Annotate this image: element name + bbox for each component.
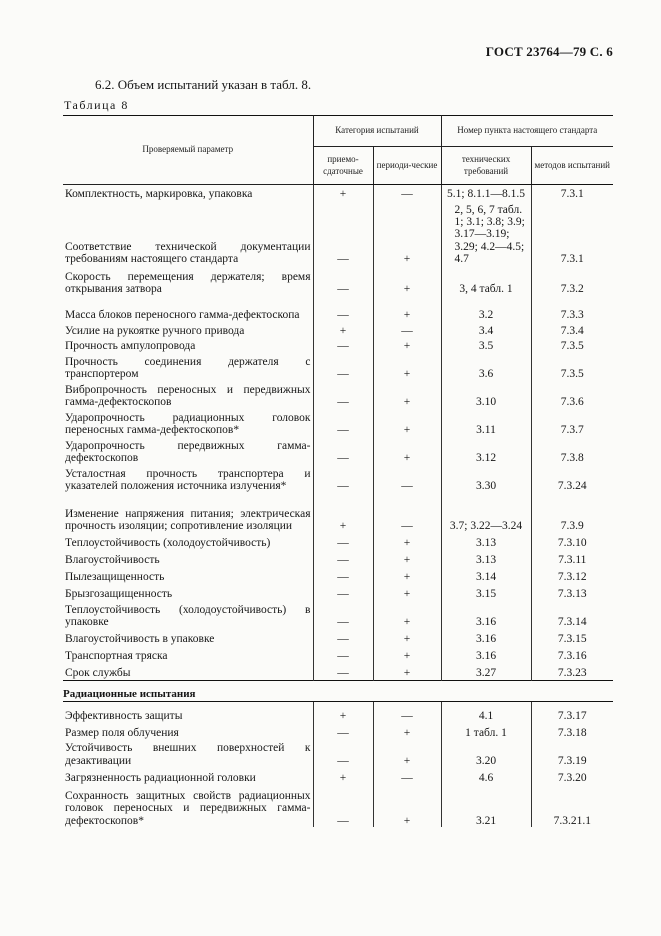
cell-acceptance: — [313, 646, 373, 663]
cell-tech-clause: 3.21 [441, 785, 531, 827]
table-row [63, 601, 613, 629]
cell-acceptance: — [313, 663, 373, 680]
cell-tech-clause: 3, 4 табл. 1 [441, 267, 531, 297]
cell-parameter: Загрязненность радиационной головки [65, 771, 256, 784]
cell-parameter: Ударопрочность радиационных головок переносных гамма-дефектоскопов* [65, 411, 311, 436]
cell-periodic: + [373, 533, 441, 550]
cell-periodic: — [373, 185, 441, 202]
table-row [63, 297, 613, 323]
table-row [63, 584, 613, 601]
table-row [63, 550, 613, 567]
cell-periodic: — [373, 768, 441, 785]
cell-periodic: + [373, 567, 441, 584]
cell-parameter: Устойчивость внешних поверхностей к дезактивации [65, 742, 311, 767]
cell-tech-clause: 3.11 [441, 409, 531, 437]
cell-periodic: + [373, 338, 441, 353]
cell-method-clause: 7.3.15 [531, 629, 613, 646]
cell-acceptance: — [313, 567, 373, 584]
cell-tech-clause: 4.1 [441, 701, 531, 723]
col-header-periodic: периоди-ческие [373, 147, 441, 185]
cell-tech-clause: 3.27 [441, 663, 531, 680]
cell-parameter: Теплоустойчивость (холодоустойчивость) в упаковке [65, 603, 311, 628]
cell-periodic: + [373, 646, 441, 663]
cell-periodic: + [373, 740, 441, 768]
cell-tech-clause: 3.16 [441, 629, 531, 646]
cell-tech-clause: 3.4 [441, 323, 531, 338]
cell-parameter: Изменение напряжения питания; электрическая прочность изоляции; сопротивление изоляции [65, 507, 311, 532]
table-row [63, 338, 613, 353]
cell-tech-clause: 3.14 [441, 567, 531, 584]
cell-method-clause: 7.3.3 [531, 297, 613, 323]
cell-method-clause: 7.3.1 [531, 185, 613, 202]
table-row [63, 437, 613, 465]
cell-method-clause: 7.3.18 [531, 723, 613, 740]
cell-method-clause: 7.3.1 [531, 202, 613, 267]
cell-periodic: + [373, 297, 441, 323]
cell-acceptance: — [313, 409, 373, 437]
table-row [63, 493, 613, 533]
cell-periodic: — [373, 323, 441, 338]
cell-acceptance: — [313, 723, 373, 740]
table-row [63, 381, 613, 409]
col-header-param: Проверяемый параметр [63, 116, 313, 185]
cell-parameter: Пылезащищенность [65, 570, 165, 583]
cell-tech-clause: 3.2 [441, 297, 531, 323]
cell-parameter: Усилие на рукоятке ручного привода [65, 324, 245, 337]
cell-acceptance: + [313, 701, 373, 723]
cell-periodic: + [373, 785, 441, 827]
cell-parameter: Эффективность защиты [65, 709, 183, 722]
cell-parameter: Скорость перемещения держателя; время открывания затвора [65, 270, 311, 296]
cell-method-clause: 7.3.16 [531, 646, 613, 663]
cell-periodic: + [373, 437, 441, 465]
cell-periodic: + [373, 663, 441, 680]
cell-tech-clause: 3.15 [441, 584, 531, 601]
cell-acceptance: + [313, 323, 373, 338]
cell-acceptance: — [313, 338, 373, 353]
cell-acceptance: — [313, 381, 373, 409]
col-header-acceptance: приемо-сдаточные [313, 147, 373, 185]
table-row [63, 646, 613, 663]
cell-tech-clause: 3.10 [441, 381, 531, 409]
cell-periodic: + [373, 381, 441, 409]
cell-acceptance: — [313, 740, 373, 768]
cell-periodic: + [373, 550, 441, 567]
table-label: Таблица 8 [64, 98, 129, 112]
table-row [63, 740, 613, 768]
section-title: Радиационные испытания [63, 680, 613, 701]
tech-clause-list: 2, 5, 6, 7 табл. 1; 3.1; 3.8; 3.9; 3.17—3.19; 3.29; 4.2—4.5; 4.7 [454, 203, 525, 266]
table-header [63, 116, 613, 185]
cell-parameter: Влагоустойчивость в упаковке [65, 632, 215, 645]
cell-acceptance: — [313, 550, 373, 567]
cell-acceptance: — [313, 533, 373, 550]
table-row [63, 185, 613, 202]
cell-tech-clause: 3.13 [441, 533, 531, 550]
cell-method-clause: 7.3.5 [531, 353, 613, 381]
cell-tech-clause: 1 табл. 1 [441, 723, 531, 740]
col-header-tech: технических требований [441, 147, 531, 185]
cell-periodic: + [373, 601, 441, 629]
cell-acceptance: — [313, 601, 373, 629]
cell-parameter: Срок службы [65, 667, 131, 680]
cell-parameter: Вибропрочность переносных и передвижных гамма-дефектоскопов [65, 383, 311, 408]
section-row-group [63, 680, 613, 701]
cell-periodic: — [373, 701, 441, 723]
cell-parameter: Теплоустойчивость (холодоустойчивость) [65, 536, 271, 549]
cell-acceptance: — [313, 353, 373, 381]
cell-tech-clause: 5.1; 8.1.1—8.1.5 [441, 185, 531, 202]
intro-paragraph: 6.2. Объем испытаний указан в табл. 8. [95, 77, 312, 92]
cell-parameter: Влагоустойчивость [65, 553, 160, 566]
cell-parameter: Ударопрочность передвижных гамма-дефектоскопов [65, 439, 311, 464]
cell-method-clause: 7.3.7 [531, 409, 613, 437]
cell-method-clause: 7.3.19 [531, 740, 613, 768]
cell-periodic: — [373, 465, 441, 493]
table-row [63, 323, 613, 338]
cell-method-clause: 7.3.4 [531, 323, 613, 338]
col-header-clause: Номер пункта настоящего стандарта [441, 116, 613, 147]
cell-parameter: Соответствие технической документации требованиям настоящего стандарта [65, 240, 311, 266]
cell-tech-clause: 3.20 [441, 740, 531, 768]
table-row [63, 409, 613, 437]
table-row [63, 785, 613, 827]
cell-tech-clause [441, 202, 531, 267]
cell-periodic: + [373, 723, 441, 740]
cell-method-clause: 7.3.11 [531, 550, 613, 567]
table-row [63, 701, 613, 723]
cell-method-clause: 7.3.2 [531, 267, 613, 297]
cell-acceptance: + [313, 493, 373, 533]
cell-parameter: Сохранность защитных свойств радиационных головок переносных и передвижных гамма-дефектоскопов* [65, 790, 311, 827]
cell-tech-clause: 3.16 [441, 646, 531, 663]
cell-tech-clause: 3.7; 3.22—3.24 [441, 493, 531, 533]
table-row [63, 353, 613, 381]
table-row [63, 465, 613, 493]
cell-method-clause: 7.3.24 [531, 465, 613, 493]
cell-method-clause: 7.3.5 [531, 338, 613, 353]
table-row [63, 533, 613, 550]
cell-periodic: + [373, 409, 441, 437]
cell-method-clause: 7.3.9 [531, 493, 613, 533]
cell-tech-clause: 3.6 [441, 353, 531, 381]
cell-tech-clause: 3.30 [441, 465, 531, 493]
table-row [63, 723, 613, 740]
cell-parameter: Усталостная прочность транспортера и указателей положения источника излучения* [65, 467, 311, 492]
cell-periodic: + [373, 353, 441, 381]
cell-method-clause: 7.3.10 [531, 533, 613, 550]
cell-method-clause: 7.3.23 [531, 663, 613, 680]
cell-parameter: Транспортная тряска [65, 649, 168, 662]
section-row [63, 680, 613, 701]
cell-acceptance: — [313, 465, 373, 493]
cell-method-clause: 7.3.21.1 [531, 785, 613, 827]
cell-parameter: Масса блоков переносного гамма-дефектоскопа [65, 309, 300, 322]
cell-tech-clause: 3.12 [441, 437, 531, 465]
cell-method-clause: 7.3.12 [531, 567, 613, 584]
cell-parameter: Брызгозащищенность [65, 587, 173, 600]
cell-method-clause: 7.3.14 [531, 601, 613, 629]
table-body [63, 185, 613, 681]
cell-acceptance: — [313, 202, 373, 267]
cell-method-clause: 7.3.8 [531, 437, 613, 465]
cell-acceptance: — [313, 629, 373, 646]
cell-parameter: Размер поля облучения [65, 726, 179, 739]
cell-periodic: + [373, 267, 441, 297]
cell-method-clause: 7.3.20 [531, 768, 613, 785]
cell-method-clause: 7.3.13 [531, 584, 613, 601]
cell-acceptance: — [313, 584, 373, 601]
cell-parameter: Прочность ампулопровода [65, 339, 196, 352]
table-8 [63, 115, 613, 827]
table-row [63, 629, 613, 646]
cell-acceptance: + [313, 768, 373, 785]
cell-method-clause: 7.3.17 [531, 701, 613, 723]
table-body-radiation [63, 701, 613, 827]
page-header: ГОСТ 23764—79 С. 6 [485, 44, 613, 59]
cell-tech-clause: 3.16 [441, 601, 531, 629]
cell-parameter: Прочность соединения держателя с транспортером [65, 355, 311, 380]
table-row [63, 567, 613, 584]
table-row [63, 267, 613, 297]
table-row [63, 768, 613, 785]
cell-acceptance: — [313, 267, 373, 297]
col-header-methods: методов испытаний [531, 147, 613, 185]
cell-method-clause: 7.3.6 [531, 381, 613, 409]
cell-periodic: + [373, 584, 441, 601]
cell-parameter: Комплектность, маркировка, упаковка [65, 188, 253, 201]
cell-periodic: + [373, 202, 441, 267]
cell-acceptance: — [313, 437, 373, 465]
cell-periodic: + [373, 629, 441, 646]
cell-tech-clause: 3.5 [441, 338, 531, 353]
cell-acceptance: + [313, 185, 373, 202]
cell-tech-clause: 3.13 [441, 550, 531, 567]
cell-acceptance: — [313, 297, 373, 323]
table-row [63, 202, 613, 267]
cell-periodic: — [373, 493, 441, 533]
cell-tech-clause: 4.6 [441, 768, 531, 785]
col-header-category: Категория испытаний [313, 116, 441, 147]
table-row [63, 663, 613, 680]
cell-acceptance: — [313, 785, 373, 827]
